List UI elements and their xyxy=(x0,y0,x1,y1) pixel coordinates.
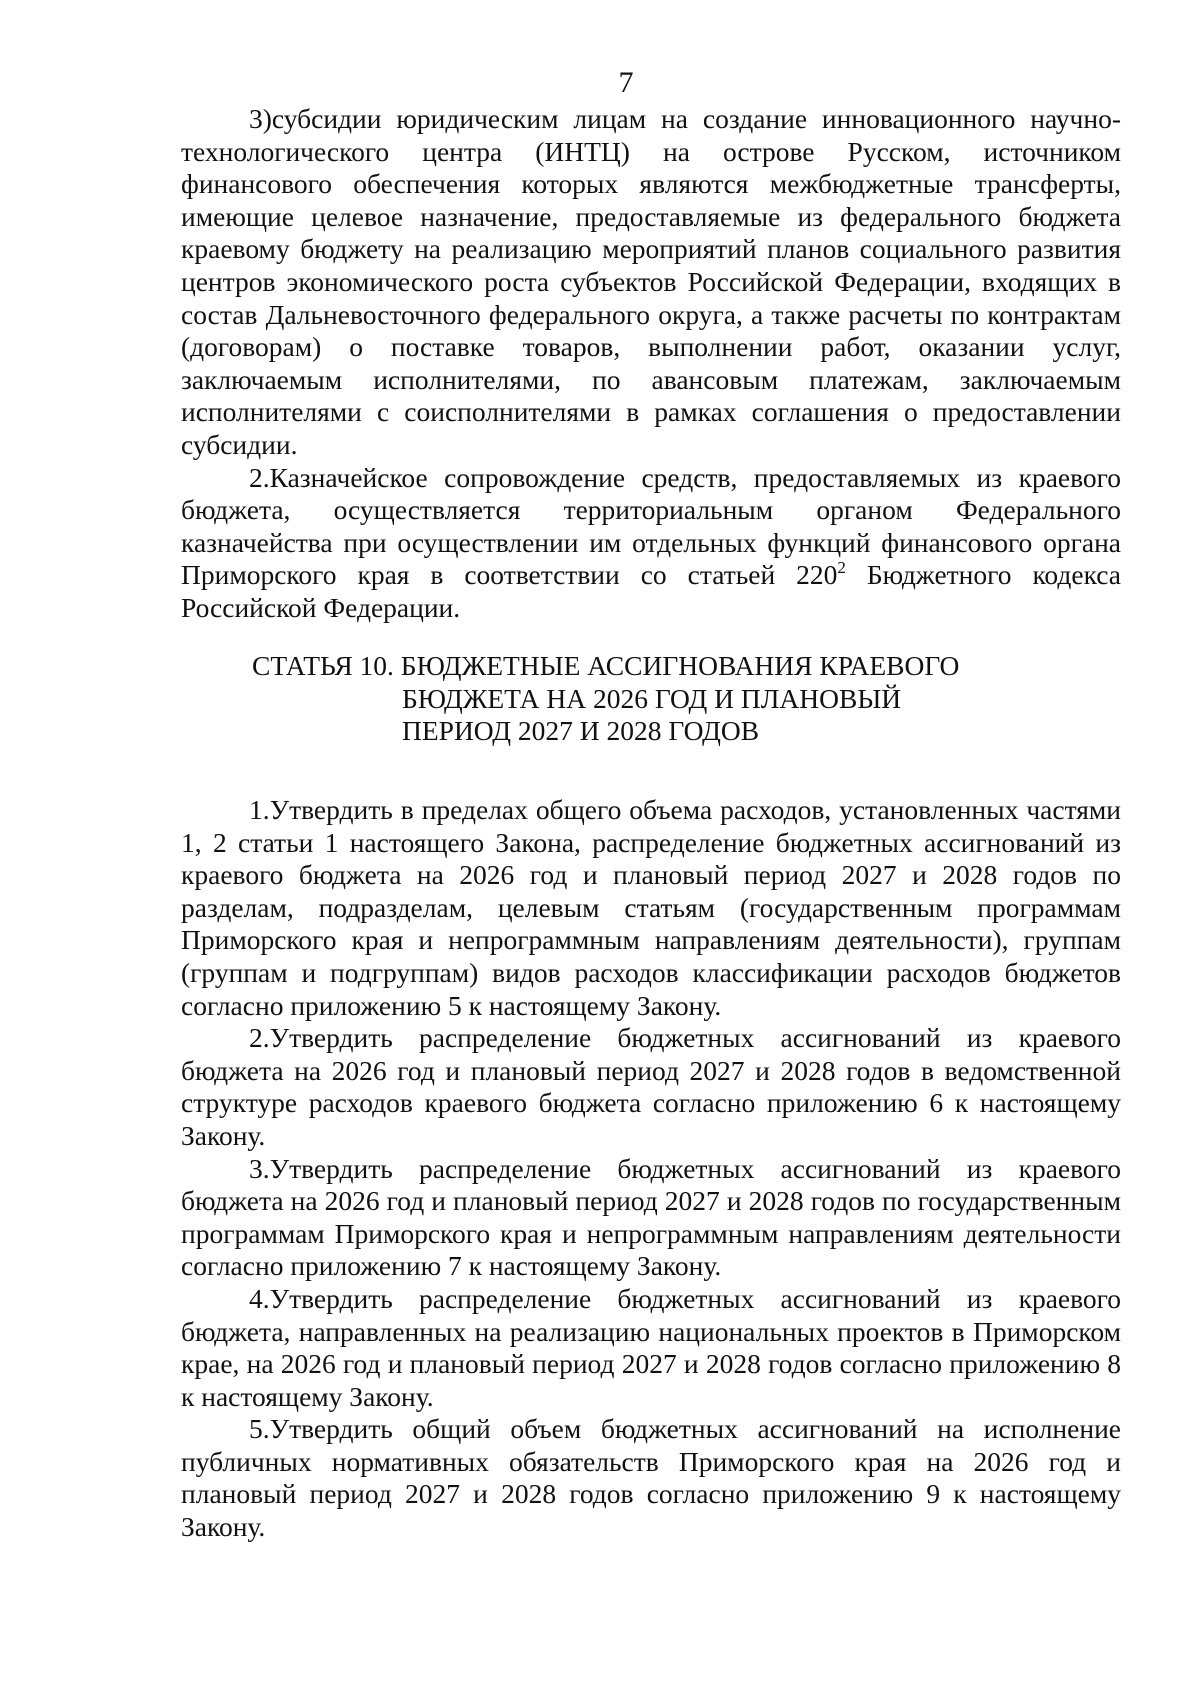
paragraph-treasury-support xyxy=(181,462,1121,625)
paragraph-item-4: 4.Утвердить распределение бюджетных ассигнований из краевого бюджета, направленных на реализацию национальных проектов в Приморском крае, на 2026 год и плановый период 2027 и 2028 годов согласно приложению 8 к настоящему Закону. xyxy=(181,1282,1121,1412)
page-number: 7 xyxy=(618,66,634,99)
paragraphs-block-1 xyxy=(181,103,1121,625)
paragraph-item-5: 5.Утвердить общий объем бюджетных ассигнований на исполнение публичных нормативных обязательств Приморского края на 2026 год и плановый период 2027 и 2028 годов согласно приложению 9 к настоящему Закону. xyxy=(181,1413,1121,1543)
paragraph-item-1: 1.Утвердить в пределах общего объема расходов, установленных частями 1, 2 статьи 1 настоящего Закона, распределение бюджетных ассигнований из краевого бюджета на 2026 год и плановый период 2027 и 2028 годов по разделам, подразделам, целевым статьям (государственным программам Приморского края и непрограммным направлениям деятельности), группам (группам и подгруппам) видов расходов классификации расходов бюджетов согласно приложению 5 к настоящему Закону. xyxy=(181,794,1121,1021)
treasury-text-start: 2.Казначейское сопровождение средств, предоставляемых из краевого бюджета, осуществляется территориальным органом Федерального казначейства при осуществлении им отдельных функций финансового органа Приморского края в соответствии со статьей 220 xyxy=(181,461,1121,591)
article-heading-line-3: ПЕРИОД 2027 И 2028 ГОДОВ xyxy=(402,715,760,747)
paragraph-item-3: 3.Утвердить распределение бюджетных ассигнований из краевого бюджета на 2026 год и плановый период 2027 и 2028 годов по государственным программам Приморского края и непрограммным направлениям деятельности согласно приложению 7 к настоящему Закону. xyxy=(181,1152,1121,1282)
article-heading-line-2: БЮДЖЕТА НА 2026 ГОД И ПЛАНОВЫЙ xyxy=(402,682,902,714)
article-heading xyxy=(252,650,1152,748)
treasury-text-end: Бюджетного кодекса Российской Федерации. xyxy=(181,559,1121,623)
article-superscript: 2 xyxy=(837,558,846,578)
article-heading-line-1: СТАТЬЯ 10. БЮДЖЕТНЫЕ АССИГНОВАНИЯ КРАЕВОГО xyxy=(252,650,960,681)
paragraph-item-2: 2.Утвердить распределение бюджетных ассигнований из краевого бюджета на 2026 год и плановый период 2027 и 2028 годов в ведомственной структуре расходов краевого бюджета согласно приложению 6 к настоящему Закону. xyxy=(181,1022,1121,1151)
paragraphs-block-2 xyxy=(181,794,1121,1544)
paragraph-subsidies: 3)субсидии юридическим лицам на создание инновационного научно-технологического центра (ИНТЦ) на острове Русском, источником финансового обеспечения которых являются межбюджетные трансферты, имеющие целевое назначение, предоставляемые из федерального бюджета краевому бюджету на реализацию мероприятий планов социального развития центров экономического роста субъектов Российской Федерации, входящих в состав Дальневосточного федерального округа, а также расчеты по контрактам (договорам) о поставке товаров, выполнении работ, оказании услуг, заключаемым исполнителями, по авансовым платежам, заключаемым исполнителями с соисполнителями в рамках соглашения о предоставлении субсидии. xyxy=(181,103,1121,460)
